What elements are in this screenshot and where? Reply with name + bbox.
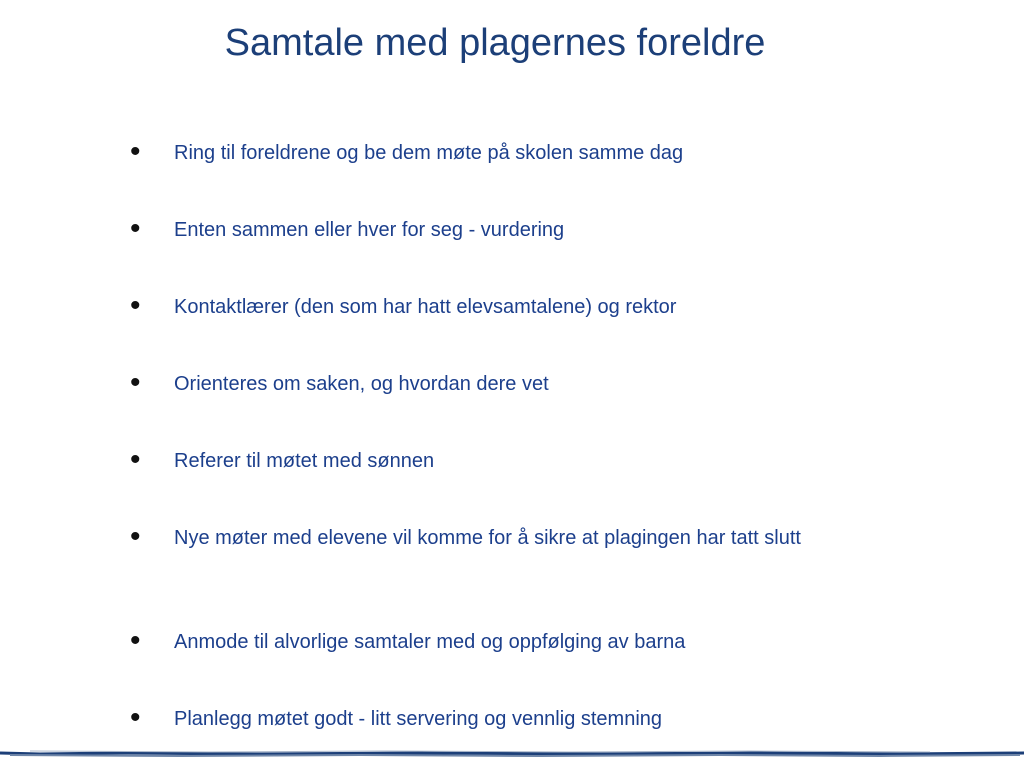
bullet-item <box>130 135 910 168</box>
bullet-text: Nye møter med elevene vil komme for å sikre at plagingen har tatt slutt <box>174 527 801 549</box>
bullet-dot-icon: • <box>130 624 141 657</box>
bullet-dot-icon: • <box>130 289 141 322</box>
slide-title: Samtale med plagernes foreldre <box>224 22 766 64</box>
bullet-item <box>130 443 910 476</box>
bullet-dot-icon: • <box>130 366 141 399</box>
bullet-text: Kontaktlærer (den som har hatt elevsamtalene) og rektor <box>174 296 677 318</box>
bullet-text: Anmode til alvorlige samtaler med og oppfølging av barna <box>174 631 686 653</box>
bullet-text: Enten sammen eller hver for seg - vurdering <box>174 219 565 241</box>
footer-brush-line <box>0 744 1024 764</box>
bullet-text: Referer til møtet med sønnen <box>174 450 435 472</box>
bullet-text: Orienteres om saken, og hvordan dere vet <box>174 373 549 395</box>
bullet-text: Ring til foreldrene og be dem møte på skolen samme dag <box>174 142 684 164</box>
bullet-list <box>130 0 910 768</box>
bullet-item <box>130 701 910 734</box>
bullet-dot-icon: • <box>130 701 141 734</box>
bullet-item <box>130 366 910 399</box>
bullet-item <box>130 212 910 245</box>
bullet-dot-icon: • <box>130 212 141 245</box>
bullet-dot-icon: • <box>130 520 141 553</box>
bullet-item <box>130 289 910 322</box>
bullet-text: Planlegg møtet godt - litt servering og vennlig stemning <box>174 708 663 730</box>
bullet-dot-icon: • <box>130 135 141 168</box>
bullet-item <box>130 624 910 657</box>
bullet-item <box>130 520 910 553</box>
bullet-dot-icon: • <box>130 443 141 476</box>
